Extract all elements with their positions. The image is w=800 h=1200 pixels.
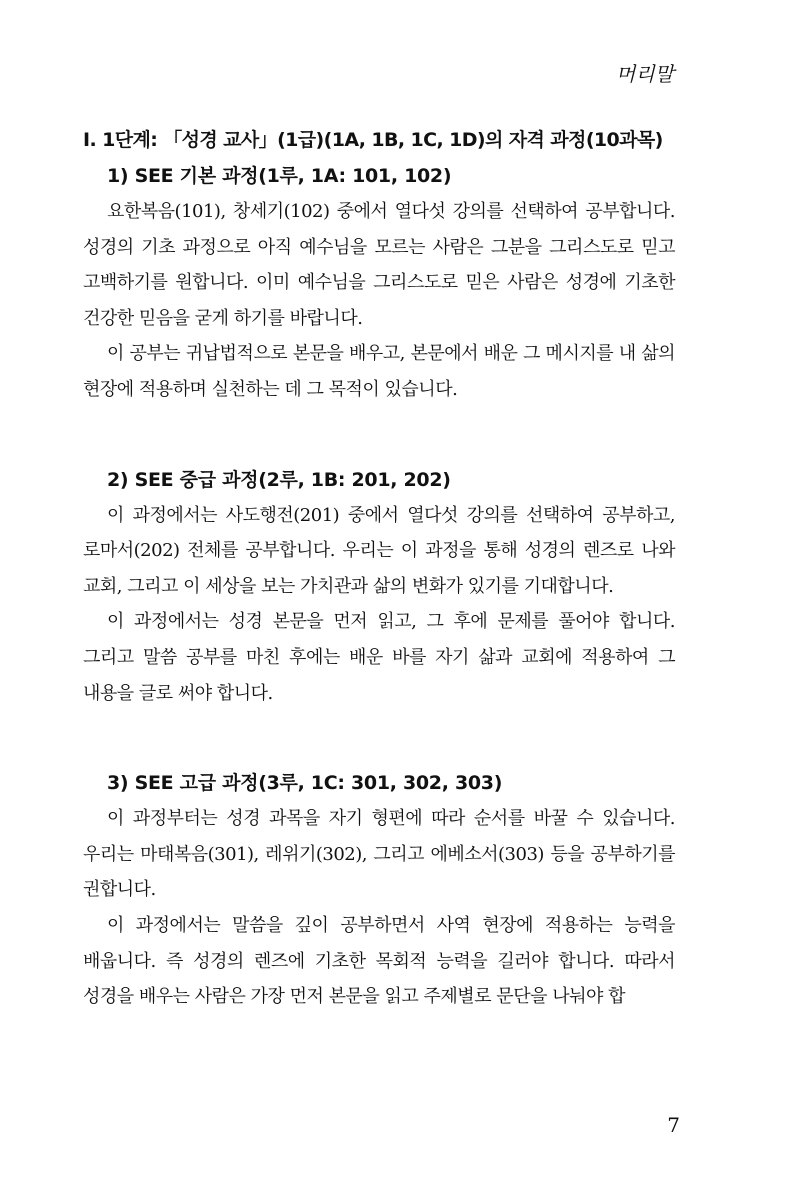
section-heading: 1) SEE 기본 과정(1루, 1A: 101, 102) <box>107 165 452 187</box>
section-advanced-course <box>83 765 675 1015</box>
page-body <box>83 122 675 1015</box>
section-gap <box>83 711 675 765</box>
paragraph: 이 과정부터는 성경 과목을 자기 형편에 따라 순서를 바꿀 수 있습니다. 우리는 마태복음(301), 레위기(302), 그리고 에베소서(303) 등을 공부하기를 권합니다. <box>83 808 675 901</box>
page-number: 7 <box>667 1113 680 1137</box>
section-basic-course <box>83 158 675 408</box>
running-header: 머리말 <box>616 62 674 86</box>
section-heading: 3) SEE 고급 과정(3루, 1C: 301, 302, 303) <box>107 772 503 795</box>
paragraph: 이 과정에서는 말씀을 깊이 공부하면서 사역 현장에 적용하는 능력을 배웁니다. 즉 성경의 렌즈에 기초한 목회적 능력을 길러야 합니다. 따라서 성경을 배우는 사람은 가장 먼저 본문을 읽고 주제별로 문단을 나눠야 합 <box>83 914 675 1008</box>
paragraph: 이 과정에서는 성경 본문을 먼저 읽고, 그 후에 문제를 풀어야 합니다. 그리고 말씀 공부를 마친 후에는 배운 바를 자기 삶과 교회에 적용하여 그 내용을 글로 써야 합니다. <box>83 611 675 704</box>
main-heading: I. 1단계: 「성경 교사」(1급)(1A, 1B, 1C, 1D)의 자격 과정(10과목) <box>83 129 663 151</box>
section-intermediate-course <box>83 462 675 712</box>
paragraph: 이 공부는 귀납법적으로 본문을 배우고, 본문에서 배운 그 메시지를 내 삶의 현장에 적용하며 실천하는 데 그 목적이 있습니다. <box>83 343 675 400</box>
paragraph: 이 과정에서는 사도행전(201) 중에서 열다섯 강의를 선택하여 공부하고, 로마서(202) 전체를 공부합니다. 우리는 이 과정을 통해 성경의 렌즈로 나와 교회, 그리고 이 세상을 보는 가치관과 삶의 변화가 있기를 기대합니다. <box>83 504 675 597</box>
section-gap <box>83 408 675 462</box>
section-heading: 2) SEE 중급 과정(2루, 1B: 201, 202) <box>107 468 451 491</box>
paragraph: 요한복음(101), 창세기(102) 중에서 열다섯 강의를 선택하여 공부합니다. 성경의 기초 과정으로 아직 예수님을 모르는 사람은 그분을 그리스도로 믿고 고백하기를 원합니다. 이미 예수님을 그리스도로 믿은 사람은 성경에 기초한 건강한 믿음을 굳게 하기를 바랍니다. <box>83 201 675 329</box>
